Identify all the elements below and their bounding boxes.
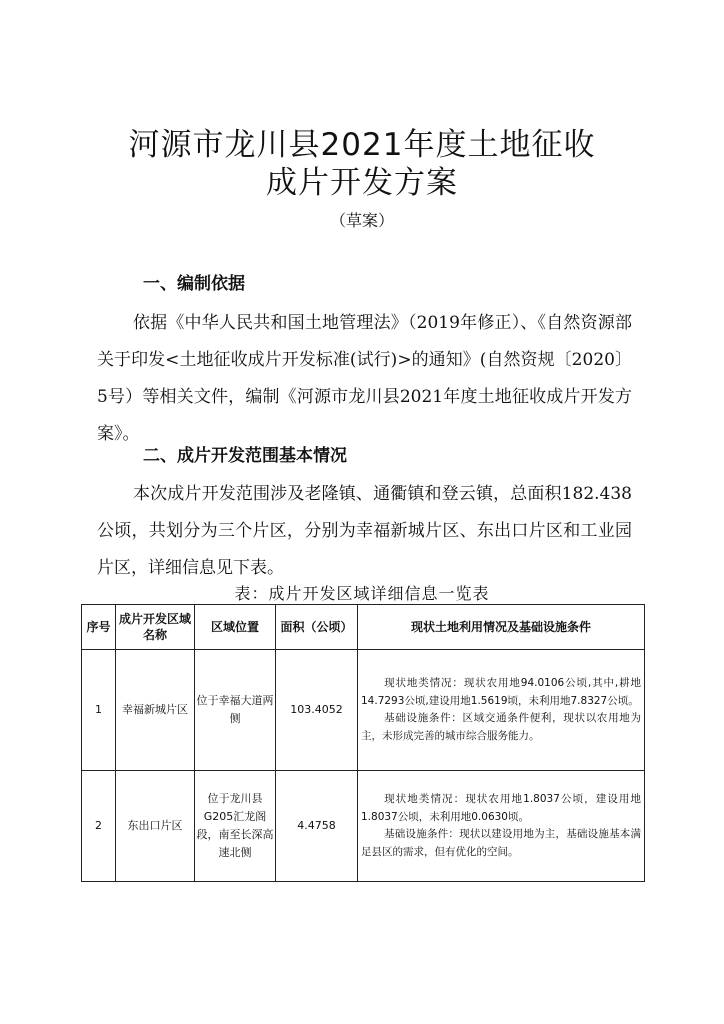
- cell-area-name: 幸福新城片区: [116, 650, 195, 771]
- cell-conditions: [358, 771, 645, 882]
- land-use-text: 现状地类情况：现状农用地1.8037公顷，建设用地1.8037公顷，未利用地0.0630顷。: [361, 793, 641, 823]
- cell-no: 2: [82, 771, 116, 882]
- development-area-table: [81, 604, 645, 882]
- section-heading-basis: 一、编制依据: [143, 274, 245, 294]
- document-title-line2: 成片开发方案: [266, 165, 458, 201]
- document-title-line1: 河源市龙川县2021年度土地征收: [128, 127, 596, 163]
- section-paragraph-basis: 依据《中华人民共和国土地管理法》（2019年修正）、《自然资源部关于印发<土地征收成片开发标准(试行)>的通知》(自然资规〔2020〕5号）等相关文件，编制《河源市龙川县2021年度土地征收成片开发方案》。: [97, 313, 632, 444]
- cell-area-name: 东出口片区: [116, 771, 195, 882]
- land-use-text: 现状地类情况：现状农用地94.0106公顷,其中,耕地14.7293公顷,建设用地1.5619顷，未利用地7.8327公顷。: [361, 677, 641, 707]
- table-header-row: [82, 605, 645, 650]
- cell-area-size: 103.4052: [276, 650, 358, 771]
- cell-area-size: 4.4758: [276, 771, 358, 882]
- cell-conditions: [358, 650, 645, 771]
- header-location: 区域位置: [195, 605, 276, 650]
- section-paragraph-scope: 本次成片开发范围涉及老隆镇、通衢镇和登云镇，总面积182.438公顷，共划分为三个片区，分别为幸福新城片区、东出口片区和工业园片区，详细信息见下表。: [97, 484, 632, 578]
- header-conditions: 现状土地利用情况及基础设施条件: [358, 605, 645, 650]
- document-subtitle: （草案）: [329, 211, 394, 230]
- infrastructure-text: 基础设施条件：现状以建设用地为主，基础设施基本满足县区的需求，但有优化的空间。: [361, 828, 641, 858]
- table-row: [82, 771, 645, 882]
- table-row: [82, 650, 645, 771]
- infrastructure-text: 基础设施条件：区域交通条件便利，现状以农用地为主，未形成完善的城市综合服务能力。: [361, 712, 641, 742]
- section-heading-scope: 二、成片开发范围基本情况: [143, 446, 347, 466]
- table-caption: 表：成片开发区域详细信息一览表: [234, 584, 490, 603]
- header-no: 序号: [82, 605, 116, 650]
- header-area-name: 成片开发区域名称: [116, 605, 195, 650]
- cell-no: 1: [82, 650, 116, 771]
- header-area-size: 面积（公顷）: [276, 605, 358, 650]
- cell-location: 位于幸福大道两侧: [195, 650, 276, 771]
- cell-location: 位于龙川县G205汇龙阁段，南至长深高速北侧: [195, 771, 276, 882]
